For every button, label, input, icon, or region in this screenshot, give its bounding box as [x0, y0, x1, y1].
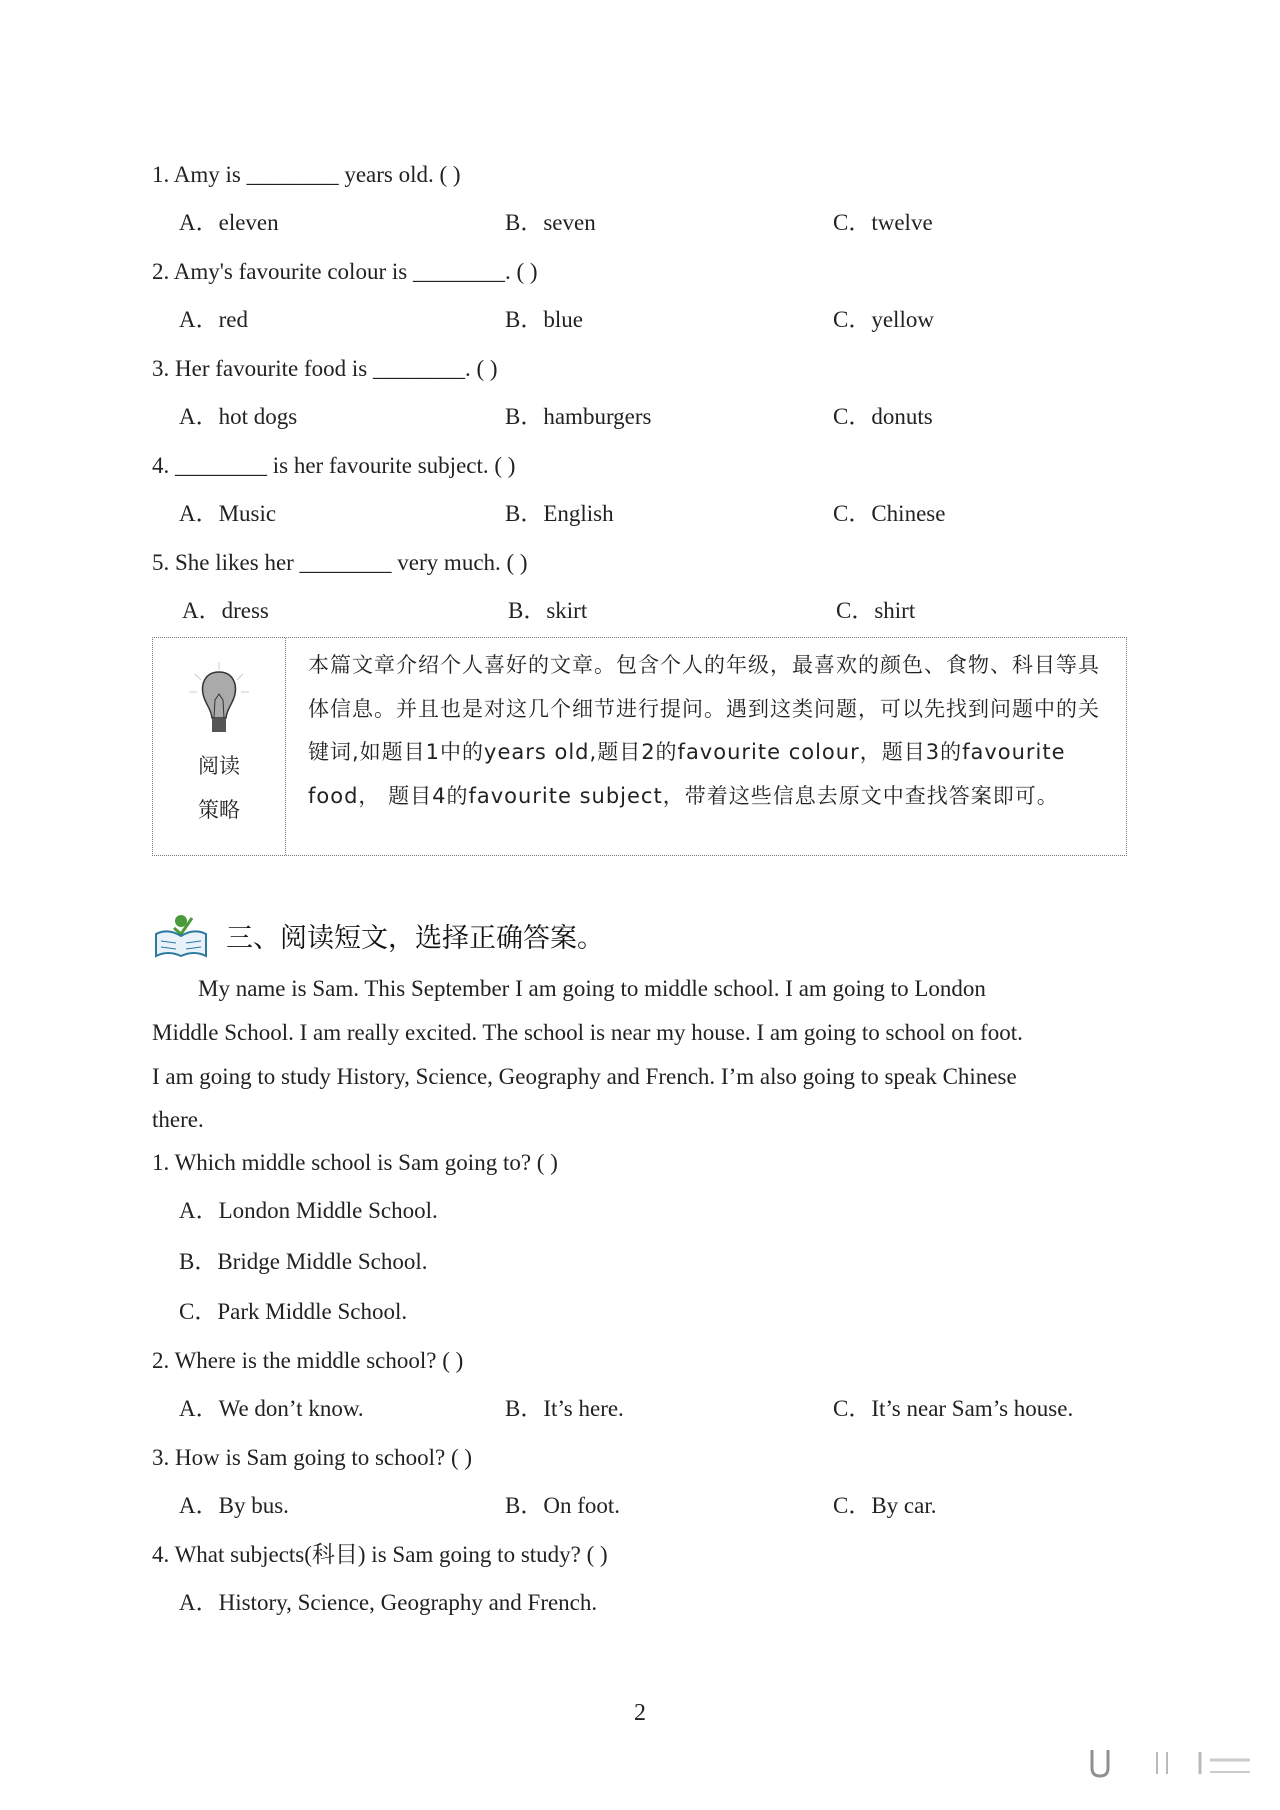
option: B．seven: [505, 210, 596, 235]
option: B．blue: [505, 307, 583, 332]
passage-line: there.: [152, 1107, 204, 1132]
option: C．donuts: [833, 404, 933, 429]
tip-label-reading: 阅读: [198, 754, 240, 778]
tip-text: 本篇文章介绍个人喜好的文章。包含个人的年级，最喜欢的颜色、食物、科目等具体信息。并且也是对这几个细节进行提问。遇到这类问题，可以先找到问题中的关键词,如题目1中的years old,题目2的favourite colour，题目3的favourite food， 题目4的favourite subject，带着这些信息去原文中查找答案即可。: [308, 653, 1100, 808]
option: B．skirt: [508, 598, 588, 623]
option: A．eleven: [179, 210, 279, 235]
passage-line: My name is Sam. This September I am going to middle school. I am going to London: [198, 976, 986, 1001]
option: A．red: [179, 307, 248, 332]
page-number: 2: [634, 1700, 646, 1726]
question-stem: 2. Amy's favourite colour is ________. ( ): [152, 259, 538, 284]
option: A．dress: [182, 598, 269, 623]
reading-strategy-box: [152, 637, 1127, 856]
option: A．London Middle School.: [179, 1198, 438, 1223]
option: A．We don’t know.: [179, 1396, 364, 1421]
option: A．Music: [179, 501, 277, 526]
option: C．Park Middle School.: [179, 1299, 408, 1324]
lightbulb-icon: [189, 660, 249, 740]
option: C．yellow: [833, 307, 934, 332]
option: C．By car.: [833, 1493, 937, 1518]
option: B．hamburgers: [505, 404, 652, 429]
option: A．hot dogs: [179, 404, 298, 429]
section-title: 三、阅读短文，选择正确答案。: [226, 922, 604, 954]
divider: [285, 638, 286, 855]
open-book-icon: [152, 912, 210, 958]
option: A．By bus.: [179, 1493, 289, 1518]
tip-label-strategy: 策略: [198, 798, 240, 822]
question-stem: 4. What subjects(科目) is Sam going to study? ( ): [152, 1542, 608, 1567]
question-stem: 1. Amy is ________ years old. ( ): [152, 162, 461, 187]
question-stem: 3. How is Sam going to school? ( ): [152, 1445, 473, 1470]
option: B．English: [505, 501, 614, 526]
question-stem: 2. Where is the middle school? ( ): [152, 1348, 464, 1373]
passage-line: Middle School. I am really excited. The school is near my house. I am going to school on foot.: [152, 1020, 1023, 1045]
option: B．Bridge Middle School.: [179, 1249, 428, 1274]
passage-line: I am going to study History, Science, Geography and French. I’m also going to speak Chinese: [152, 1064, 1017, 1089]
option: A．History, Science, Geography and French.: [179, 1590, 598, 1615]
question-stem: 3. Her favourite food is ________. ( ): [152, 356, 498, 381]
question-stem: 5. She likes her ________ very much. ( ): [152, 550, 528, 575]
option: B．On foot.: [505, 1493, 620, 1518]
option: C．It’s near Sam’s house.: [833, 1396, 1074, 1421]
option: C．twelve: [833, 210, 933, 235]
question-stem: 1. Which middle school is Sam going to? ( ): [152, 1150, 558, 1175]
question-stem: 4. ________ is her favourite subject. ( ): [152, 453, 516, 478]
section-heading: [152, 912, 604, 958]
option: B．It’s here.: [505, 1396, 624, 1421]
option: C．Chinese: [833, 501, 946, 526]
watermark-logo: [1090, 1746, 1260, 1786]
option: C．shirt: [836, 598, 916, 623]
